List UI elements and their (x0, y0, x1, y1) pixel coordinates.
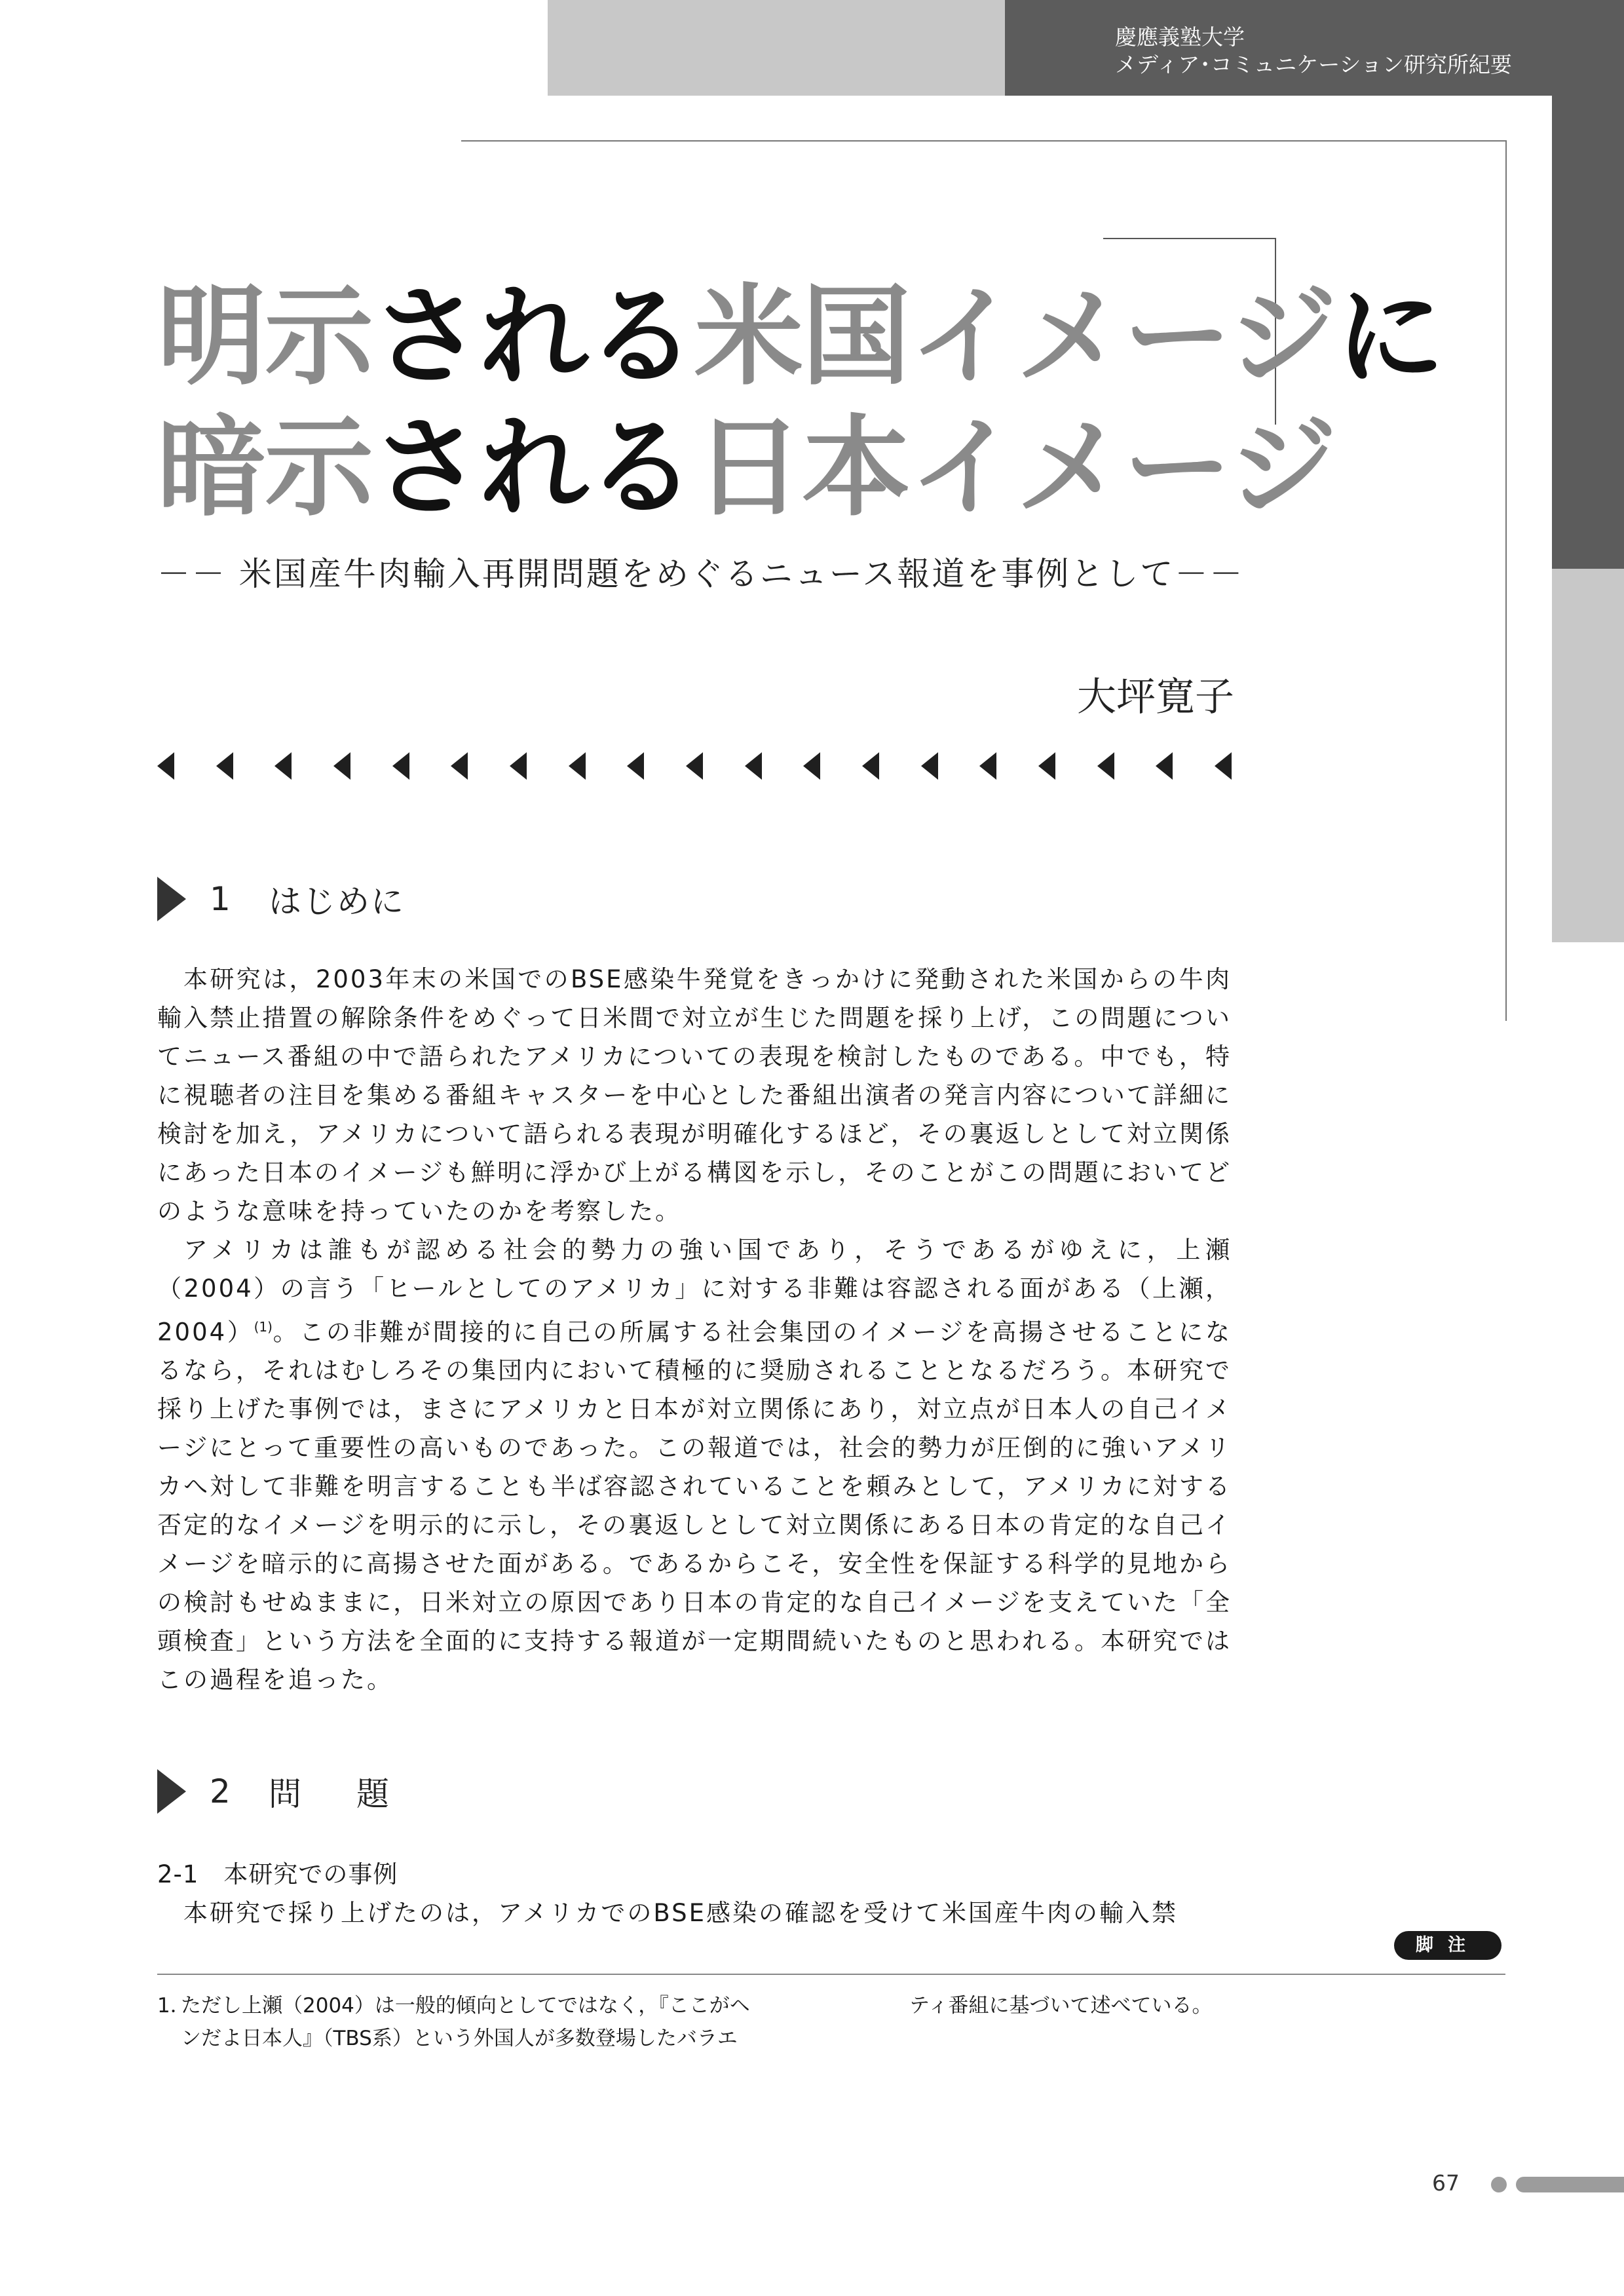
section-number: 2 (210, 1772, 231, 1810)
header-band-light (548, 0, 1005, 96)
footnote-badge: 脚注 (1394, 1931, 1501, 1960)
side-band-dark (1552, 96, 1624, 569)
left-arrow-icon (333, 752, 350, 780)
footnote-reference[interactable]: (1) (254, 1319, 273, 1335)
paragraph: 本研究で採り上げたのは，アメリカでのBSE感染の確認を受けて米国産牛肉の輸入禁 (183, 1899, 1179, 1927)
left-arrow-icon (510, 752, 527, 780)
title-segment: される (372, 405, 694, 531)
left-arrow-icon (979, 752, 996, 780)
page-bar-decoration (1516, 2177, 1624, 2192)
footnote-number: 1． (157, 1994, 191, 2018)
title-segment: 暗示 (157, 405, 372, 531)
footnote-1-continued: ティ番組に基づいて述べている。 (909, 1994, 1213, 2018)
journal-header (1115, 24, 1512, 79)
left-arrow-icon (686, 752, 703, 780)
section-1-body (157, 960, 1232, 1699)
left-arrow-icon (216, 752, 233, 780)
section-label: はじめに (269, 883, 405, 921)
section-heading-1 (157, 875, 405, 921)
paragraph (157, 1231, 1232, 1699)
journal-name: メディア･コミュニケーション研究所紀要 (1115, 52, 1512, 77)
left-arrow-icon (157, 752, 174, 780)
footnote-line (157, 1989, 806, 2022)
title-line-2 (157, 405, 1336, 531)
footnote-text: ただし上瀬（2004）は一般的傾向としてではなく，『ここがヘ (181, 1994, 750, 2018)
left-arrow-icon (627, 752, 644, 780)
footnote-1 (157, 1989, 806, 2055)
section-heading-2 (157, 1768, 444, 1814)
paragraph-text: 。この非難が間接的に自己の所属する社会集団のイメージを高揚させることになるなら，それはむしろその集団内において積極的に奨励されることとなるだろう。本研究で採り上げた事例では，まさにアメリカと日本が対立関係にあり，対立点が日本人の自己イメージにとって重要性の高いものであった。この報道では，社会的勢力が圧倒的に強いアメリカへ対して非難を明言することも半ば容認されていることを頼みとして，アメリカに対する否定的なイメージを明示的に示し，その裏返しとして対立関係にある日本の肯定的な自己イメージを暗示的に高揚させた面がある。であるからこそ，安全性を保証する科学的見地からの検討もせぬままに，日米対立の原因であり日本の肯定的な自己イメージを支えていた「全頭検査」という方法を全面的に支持する報道が一定期間続いたものと思われる。本研究ではこの過程を追った。 (157, 1318, 1232, 1694)
journal-university: 慶應義塾大学 (1115, 24, 1245, 50)
left-arrow-icon (1038, 752, 1055, 780)
left-arrow-icon (392, 752, 409, 780)
title-segment: 明示 (157, 274, 372, 400)
section-triangle-icon (157, 877, 186, 921)
left-arrow-icon (803, 752, 820, 780)
author-name: 大坪寛子 (1077, 674, 1234, 720)
left-arrow-icon (862, 752, 879, 780)
title-line-1 (157, 274, 1444, 400)
title-segment: 米国イメージ (694, 274, 1336, 400)
paragraph: 本研究は，2003年末の米国でのBSE感染牛発覚をきっかけに発動された米国からの牛肉輸入禁止措置の解除条件をめぐって日米間で対立が生じた問題を採り上げ，この問題についてニュース番組の中で語られたアメリカについての表現を検討したものである。中でも，特に視聴者の注目を集める番組キャスターを中心とした番組出演者の発言内容について詳細に検討を加え，アメリカについて語られる表現が明確化するほど，その裏返しとして対立関係にあった日本のイメージも鮮明に浮かび上がる構図を示し，そのことがこの問題においてどのような意味を持っていたのかを考察した。 (157, 965, 1232, 1225)
left-arrow-icon (1215, 752, 1232, 780)
paragraph-text: アメリカは誰もが認める社会的勢力の強い国であり，そうであるがゆえに，上瀬（2004）の言う「ヒールとしてのアメリカ」に対する非難は容認される面がある（上瀬，2004） (157, 1236, 1232, 1347)
title-segment: される (372, 274, 694, 400)
frame-top-rule (461, 140, 1507, 142)
subtitle: －－ 米国産牛肉輸入再開問題をめぐるニュース報道を事例として－－ (157, 555, 1245, 593)
side-band-light (1552, 569, 1624, 942)
section-triangle-icon (157, 1769, 186, 1814)
left-arrow-icon (569, 752, 586, 780)
decorative-arrow-row (157, 752, 1232, 785)
title-corner-rule (1103, 238, 1276, 239)
left-arrow-icon (274, 752, 292, 780)
subsection-heading: 2-1 本研究での事例 (157, 1860, 398, 1888)
footnote-rule (157, 1974, 1505, 1975)
footnote-line: ンだよ日本人』（TBS系）という外国人が多数登場したバラエ (181, 2027, 738, 2050)
left-arrow-icon (745, 752, 762, 780)
frame-right-rule (1505, 140, 1507, 1021)
title-segment: 日本イメージ (694, 405, 1336, 531)
page-number: 67 (1432, 2170, 1460, 2196)
title-segment: に (1336, 274, 1444, 400)
left-arrow-icon (921, 752, 938, 780)
section-2-body (157, 1894, 1232, 1932)
section-label: 問題 (269, 1775, 444, 1813)
section-number: 1 (210, 880, 231, 918)
left-arrow-icon (451, 752, 468, 780)
page-dot-decoration (1491, 2177, 1507, 2192)
left-arrow-icon (1156, 752, 1173, 780)
left-arrow-icon (1097, 752, 1114, 780)
